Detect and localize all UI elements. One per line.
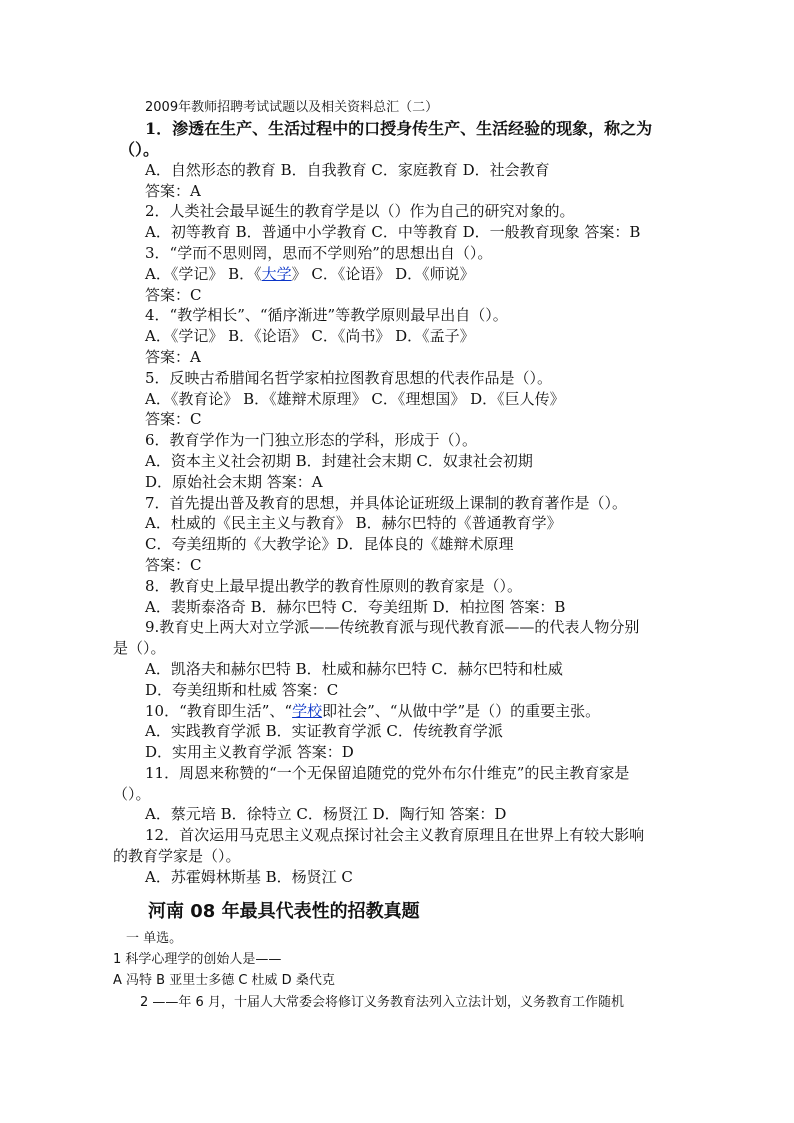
question-2-options: A．初等教育 B．普通中小学教育 C．中等教育 D．一般教育现象 答案：B [145,223,641,241]
question-3-answer: 答案：C [145,286,202,304]
question-10-text [145,701,600,721]
question-4-text: 4．“教学相长”、“循序渐进”等教学原则最早出自（）。 [145,306,508,324]
question-5-options: A．《教育论》 B．《雄辩术原理》 C．《理想国》 D．《巨人传》 [145,390,565,408]
question-10-options-2: D．实用主义教育学派 答案：D [145,743,354,761]
section-2-question-1-options: A 冯特 B 亚里士多德 C 杜威 D 桑代克 [113,973,335,988]
question-3-options-b: 》 C．《论语》 D．《师说》 [291,265,475,283]
question-2-text: 2．人类社会最早诞生的教育学是以（）作为自己的研究对象的。 [145,202,575,220]
xuexiao-link[interactable]: 学校 [292,702,323,720]
question-3-text: 3．“学而不思则罔，思而不学则殆”的思想出自（）。 [145,244,493,262]
question-12-options: A．苏霍姆林斯基 B．杨贤江 C [145,868,353,886]
question-9-text: 9.教育史上两大对立学派——传统教育派与现代教育派——的代表人物分别 [145,618,640,636]
question-6-options-1: A．资本主义社会初期 B．封建社会末期 C．奴隶社会初期 [145,452,533,470]
question-9-text-cont: 是（）。 [113,639,166,657]
document-title: 2009年教师招聘考试试题以及相关资料总汇（二） [145,100,439,115]
question-3-options-a: A．《学记》 B．《 [145,265,262,283]
question-7-answer: 答案：C [145,556,202,574]
question-4-options: A．《学记》 B．《论语》 C．《尚书》 D．《孟子》 [145,327,475,345]
section-2-question-1-text: 1 科学心理学的创始人是—— [113,952,282,967]
question-3-options [145,264,475,284]
section-2-type: 一 单选。 [126,931,183,946]
section-2-heading: 河南 08 年最具代表性的招教真题 [148,901,420,922]
question-1-answer: 答案：A [145,182,201,200]
question-10-text-b: 即社会”、“从做中学”是（）的重要主张。 [322,702,601,720]
question-7-options-2: C．夸美纽斯的《大教学论》D．昆体良的《雄辩术原理 [145,535,514,553]
question-11-text-cont: （）。 [113,785,151,803]
question-9-options-2: D．夸美纽斯和杜威 答案：C [145,681,339,699]
question-12-text-cont: 的教育学家是（）。 [113,847,241,865]
question-7-text: 7．首先提出普及教育的思想，并具体论证班级上课制的教育著作是（）。 [145,494,628,512]
question-1-text: 1．渗透在生产、生活过程中的口授身传生产、生活经验的现象，称之为 [145,119,653,138]
question-11-text: 11．周恩来称赞的“一个无保留追随党的党外布尔什维克”的民主教育家是 [145,764,630,782]
question-6-text: 6．教育学作为一门独立形态的学科，形成于（）。 [145,431,478,449]
question-5-text: 5．反映古希腊闻名哲学家柏拉图教育思想的代表作品是（）。 [145,369,553,387]
question-10-text-a: 10．“教育即生活”、“ [145,702,293,720]
question-4-answer: 答案：A [145,348,201,366]
daxue-link[interactable]: 大学 [261,265,292,283]
question-10-options-1: A．实践教育学派 B．实证教育学派 C．传统教育学派 [145,722,503,740]
question-7-options-1: A．杜威的《民主主义与教育》 B．赫尔巴特的《普通教育学》 [145,514,562,532]
question-12-text: 12．首次运用马克思主义观点探讨社会主义教育原理且在世界上有较大影响 [145,826,645,844]
question-8-options: A．裴斯泰洛奇 B．赫尔巴特 C．夸美纽斯 D．柏拉图 答案：B [145,598,566,616]
question-1-options: A．自然形态的教育 B．自我教育 C．家庭教育 D．社会教育 [145,161,550,179]
question-9-options-1: A．凯洛夫和赫尔巴特 B．杜威和赫尔巴特 C．赫尔巴特和杜威 [145,660,563,678]
question-1-text-cont: （）。 [119,140,160,159]
question-11-options: A．蔡元培 B．徐特立 C．杨贤江 D．陶行知 答案：D [145,805,507,823]
section-2-question-2-text: 2 ——年 6 月，十届人大常委会将修订义务教育法列入立法计划，义务教育工作随机 [140,995,624,1010]
question-5-answer: 答案：C [145,410,202,428]
question-8-text: 8．教育史上最早提出教学的教育性原则的教育家是（）。 [145,577,523,595]
question-6-options-2: D．原始社会末期 答案：A [145,473,323,491]
